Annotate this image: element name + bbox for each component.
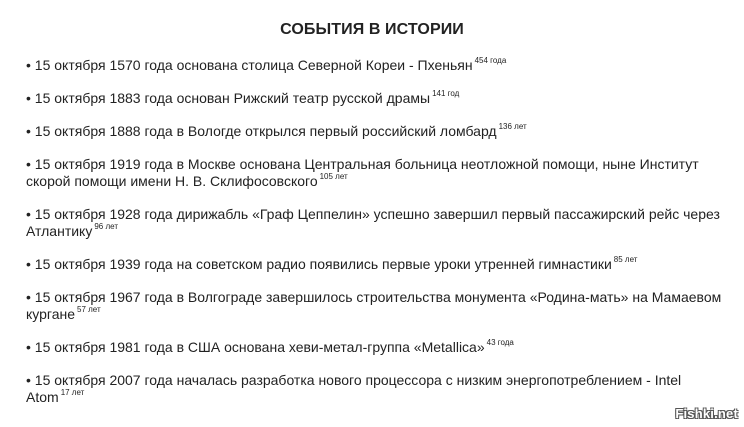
list-item xyxy=(26,156,726,190)
list-item xyxy=(26,339,726,356)
event-text: 15 октября 1888 года в Вологде открылся первый российский ломбард xyxy=(34,123,497,139)
years-ago-label: 105 лет xyxy=(319,172,348,181)
event-text: 15 октября 1939 года на советском радио появились первые уроки утренней гимнастики xyxy=(34,256,612,272)
years-ago-label: 17 лет xyxy=(60,388,85,397)
list-item xyxy=(26,372,726,406)
list-item xyxy=(26,57,726,74)
bullet: • xyxy=(26,339,31,355)
years-ago-label: 43 года xyxy=(486,338,514,347)
years-ago-label: 454 года xyxy=(474,56,507,65)
list-item xyxy=(26,123,726,140)
years-ago-label: 141 год xyxy=(432,89,460,98)
bullet: • xyxy=(26,90,31,106)
bullet: • xyxy=(26,372,31,388)
years-ago-label: 85 лет xyxy=(613,255,638,264)
events-list xyxy=(26,57,726,422)
list-item xyxy=(26,206,726,240)
event-text: 15 октября 2007 года началась разработка нового процессора с низким энергопотреблением - Intel Atom xyxy=(26,372,682,405)
event-text: 15 октября 1570 года основана столица Северной Кореи - Пхеньян xyxy=(34,57,473,73)
event-text: 15 октября 1928 года дирижабль «Граф Цеппелин» успешно завершил первый пассажирский рейс через Атлантику xyxy=(26,206,720,239)
list-item xyxy=(26,90,726,107)
bullet: • xyxy=(26,256,31,272)
event-text: 15 октября 1981 года в США основана хеви-метал-группа «Metallica» xyxy=(34,339,485,355)
bullet: • xyxy=(26,156,31,172)
bullet: • xyxy=(26,206,31,222)
watermark-logo: Fishki.net xyxy=(675,406,738,421)
list-item xyxy=(26,289,726,323)
years-ago-label: 57 лет xyxy=(77,305,101,314)
bullet: • xyxy=(26,289,31,305)
bullet: • xyxy=(26,57,31,73)
event-text: 15 октября 1883 года основан Рижский театр русской драмы xyxy=(34,90,431,106)
years-ago-label: 96 лет xyxy=(94,222,118,231)
event-text: 15 октября 1967 года в Волгограде завершилось строительства монумента «Родина-мать» на Мамаевом кургане xyxy=(26,289,722,322)
bullet: • xyxy=(26,123,31,139)
list-item xyxy=(26,256,726,273)
page-title: СОБЫТИЯ В ИСТОРИИ xyxy=(280,21,464,38)
years-ago-label: 136 лет xyxy=(498,122,527,131)
event-text: 15 октября 1919 года в Москве основана Центральная больница неотложной помощи, ныне Институт скорой помощи имени Н. В. Склифосовского xyxy=(26,156,699,189)
